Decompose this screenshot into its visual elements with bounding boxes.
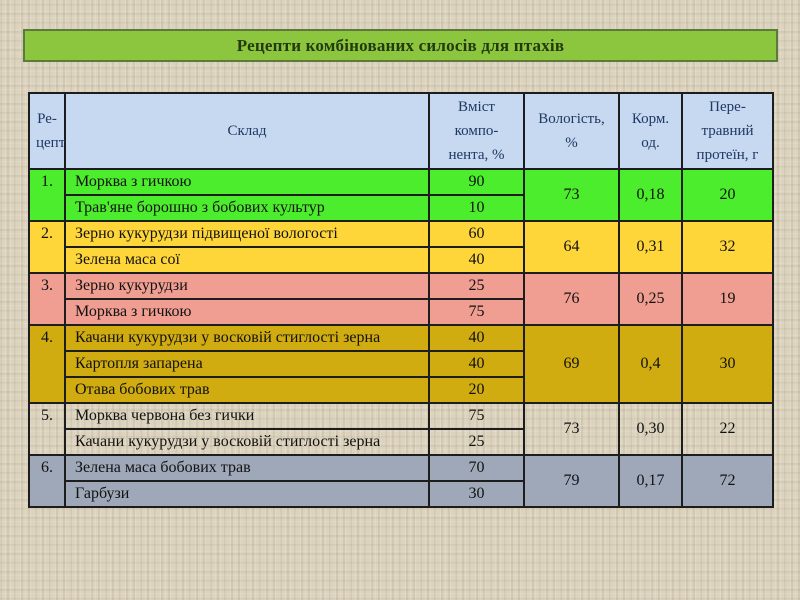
- moisture-value: 73: [524, 403, 619, 455]
- component-name: Гарбузи: [65, 481, 429, 507]
- moisture-value: 64: [524, 221, 619, 273]
- component-name: Зелена маса сої: [65, 247, 429, 273]
- component-value: 10: [429, 195, 524, 221]
- header-row: [29, 93, 773, 169]
- feed-units-value: 0,30: [619, 403, 682, 455]
- feed-units-value: 0,17: [619, 455, 682, 507]
- component-value: 40: [429, 325, 524, 351]
- table-row: [29, 455, 773, 481]
- protein-value: 20: [682, 169, 773, 221]
- col-header-composition: Склад: [65, 93, 429, 169]
- component-value: 25: [429, 429, 524, 455]
- recipe-number: 1.: [29, 169, 65, 221]
- table-row: [29, 325, 773, 351]
- protein-value: 32: [682, 221, 773, 273]
- protein-value: 30: [682, 325, 773, 403]
- feed-units-value: 0,18: [619, 169, 682, 221]
- component-value: 75: [429, 299, 524, 325]
- recipe-number: 3.: [29, 273, 65, 325]
- col-header-content: Вміст компо-нента, %: [429, 93, 524, 169]
- component-name: Морква з гичкою: [65, 299, 429, 325]
- component-value: 75: [429, 403, 524, 429]
- feed-units-value: 0,25: [619, 273, 682, 325]
- component-name: Морква з гичкою: [65, 169, 429, 195]
- feed-units-value: 0,4: [619, 325, 682, 403]
- silage-recipes-table: [28, 92, 774, 508]
- col-header-moisture: Вологість, %: [524, 93, 619, 169]
- component-value: 70: [429, 455, 524, 481]
- col-header-protein: Пере-травний протеїн, г: [682, 93, 773, 169]
- table-row: [29, 403, 773, 429]
- component-name: Качани кукурудзи у восковій стиглості зерна: [65, 325, 429, 351]
- component-value: 90: [429, 169, 524, 195]
- protein-value: 22: [682, 403, 773, 455]
- recipe-number: 4.: [29, 325, 65, 403]
- moisture-value: 79: [524, 455, 619, 507]
- component-name: Зерно кукурудзи підвищеної вологості: [65, 221, 429, 247]
- moisture-value: 69: [524, 325, 619, 403]
- recipe-number: 5.: [29, 403, 65, 455]
- col-header-feed-units: Корм. од.: [619, 93, 682, 169]
- recipe-number: 6.: [29, 455, 65, 507]
- table-row: [29, 221, 773, 247]
- table-row: [29, 169, 773, 195]
- moisture-value: 73: [524, 169, 619, 221]
- component-value: 40: [429, 351, 524, 377]
- component-name: Качани кукурудзи у восковій стиглості зерна: [65, 429, 429, 455]
- component-value: 60: [429, 221, 524, 247]
- component-name: Трав'яне борошно з бобових культур: [65, 195, 429, 221]
- table-row: [29, 273, 773, 299]
- component-value: 25: [429, 273, 524, 299]
- protein-value: 72: [682, 455, 773, 507]
- component-name: Картопля запарена: [65, 351, 429, 377]
- component-name: Морква червона без гички: [65, 403, 429, 429]
- recipe-number: 2.: [29, 221, 65, 273]
- component-name: Зерно кукурудзи: [65, 273, 429, 299]
- component-value: 30: [429, 481, 524, 507]
- component-name: Отава бобових трав: [65, 377, 429, 403]
- title-banner: [23, 29, 778, 62]
- col-header-recipe: Ре-цепт: [29, 93, 65, 169]
- page-title: Рецепти комбінованих силосів для птахів: [236, 35, 565, 55]
- component-value: 20: [429, 377, 524, 403]
- feed-units-value: 0,31: [619, 221, 682, 273]
- moisture-value: 76: [524, 273, 619, 325]
- component-value: 40: [429, 247, 524, 273]
- protein-value: 19: [682, 273, 773, 325]
- component-name: Зелена маса бобових трав: [65, 455, 429, 481]
